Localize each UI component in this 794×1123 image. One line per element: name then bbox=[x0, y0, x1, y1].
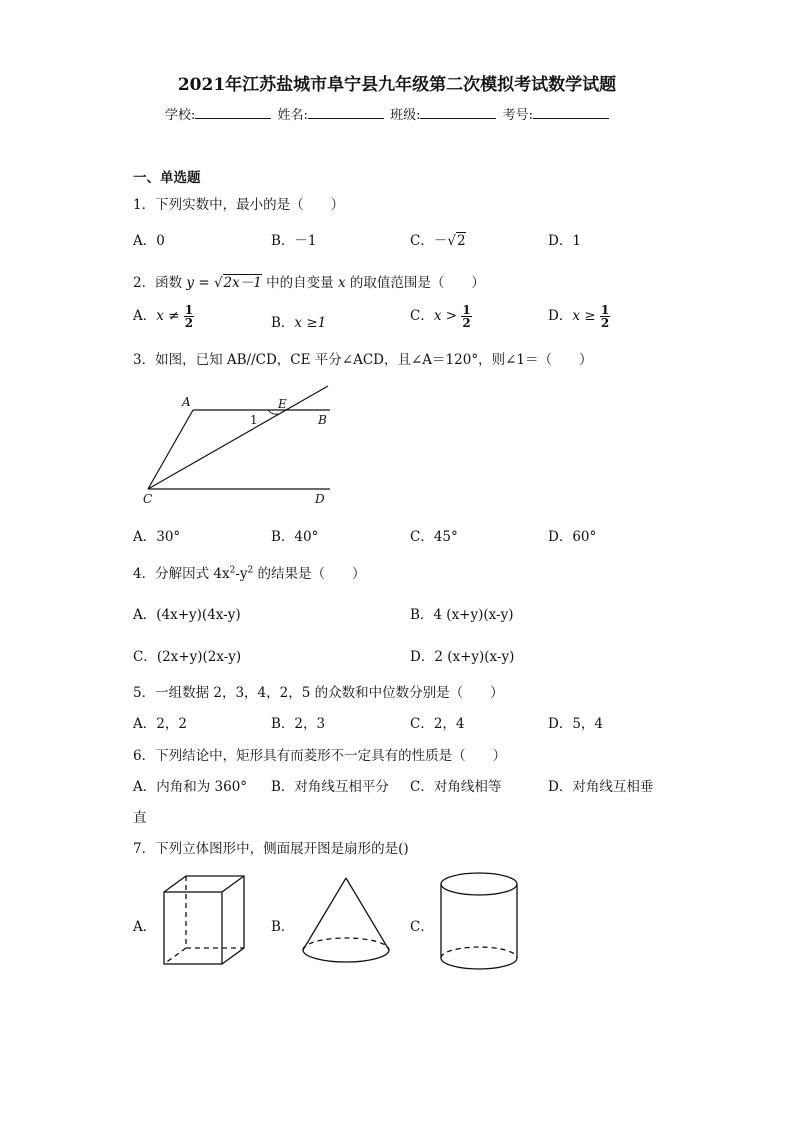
q2-var-x: x bbox=[337, 275, 346, 291]
q6-option-a: A．内角和为 360° bbox=[133, 779, 248, 795]
cone-figure bbox=[298, 874, 394, 970]
q5-option-d: D．5，4 bbox=[548, 716, 604, 732]
q6-option-d: D．对角线互相垂 bbox=[548, 779, 654, 795]
q5-stem: 5．一组数据 2，3，4，2，5 的众数和中位数分别是（ ） bbox=[133, 685, 504, 701]
denominator: 2 bbox=[184, 316, 194, 330]
q1-stem: 1．下列实数中，最小的是（ ） bbox=[133, 197, 345, 213]
q5-option-a: A．2，2 bbox=[133, 716, 187, 732]
q2-a-prefix: A． bbox=[133, 308, 157, 324]
line-ce bbox=[148, 386, 328, 489]
q5-option-c: C．2，4 bbox=[410, 716, 465, 732]
q3-stem: 3．如图，已知 AB//CD，CE 平分∠ACD，且∠A＝120°，则∠1＝（ ） bbox=[133, 352, 593, 368]
q5-option-b: B．2，3 bbox=[271, 716, 326, 732]
info-id-label: 考号: bbox=[502, 108, 533, 123]
q1-option-a: A．0 bbox=[133, 233, 165, 249]
q3-option-b: B．40° bbox=[271, 529, 319, 545]
q1-option-c-prefix: C．－ bbox=[410, 233, 448, 249]
school-blank bbox=[195, 106, 271, 119]
q6-option-d-wrap: 直 bbox=[133, 810, 147, 826]
numerator: 1 bbox=[600, 303, 610, 317]
denominator: 2 bbox=[462, 316, 471, 330]
q3-option-d: D．60° bbox=[548, 529, 597, 545]
info-class-label: 班级: bbox=[390, 108, 421, 123]
cube-hidden-edge bbox=[164, 948, 186, 964]
q1-option-c-radicand: 2 bbox=[456, 233, 466, 249]
cylinder-base-front bbox=[441, 958, 517, 969]
q4-stem bbox=[133, 562, 366, 582]
q4-stem-mid: -y bbox=[235, 566, 248, 582]
q6-option-c: C．对角线相等 bbox=[410, 779, 502, 795]
section-heading: 一、单选题 bbox=[133, 170, 201, 186]
angle-1-arc bbox=[268, 410, 278, 414]
cube-figure bbox=[158, 872, 250, 970]
q2-a-fraction bbox=[184, 304, 194, 329]
label-a: A bbox=[182, 395, 191, 409]
q2-eq: = bbox=[194, 275, 214, 291]
q1-option-d: D．1 bbox=[548, 233, 581, 249]
q2-b-prefix: B． bbox=[271, 315, 295, 331]
denominator: 2 bbox=[600, 316, 610, 330]
q3-option-a: A．30° bbox=[133, 529, 181, 545]
q6-stem: 6．下列结论中，矩形具有而菱形不一定具有的性质是（ ） bbox=[133, 748, 507, 764]
cylinder-top bbox=[441, 873, 517, 895]
q3-option-c: C．45° bbox=[410, 529, 458, 545]
q7-option-a-label: A． bbox=[133, 919, 157, 935]
exam-title: 2021年江苏盐城市阜宁县九年级第二次模拟考试数学试题 bbox=[177, 75, 617, 95]
q2-c-rel: x > bbox=[433, 308, 462, 324]
q2-c-prefix: C． bbox=[410, 308, 434, 324]
q2-stem-mid: 中的自变量 bbox=[261, 275, 338, 291]
id-blank bbox=[533, 106, 609, 119]
q1-option-c: C．－√2 bbox=[410, 233, 466, 249]
q7-stem: 7．下列立体图形中，侧面展开图是扇形的是() bbox=[133, 841, 409, 857]
q7-option-b-label: B． bbox=[271, 919, 295, 935]
q2-stem-prefix: 2．函数 bbox=[133, 275, 187, 291]
q2-d-rel: x ≥ bbox=[572, 308, 600, 324]
numerator: 1 bbox=[462, 303, 471, 317]
q4-sup-1: 2 bbox=[229, 565, 236, 576]
cube-front-face bbox=[164, 892, 222, 964]
q4-sup-2: 2 bbox=[247, 565, 254, 576]
line-ac bbox=[148, 410, 193, 489]
label-angle-1: 1 bbox=[250, 413, 258, 427]
label-d: D bbox=[315, 492, 325, 506]
cone-base-front bbox=[303, 950, 389, 962]
q2-c-fraction bbox=[461, 304, 471, 329]
q2-option-a bbox=[133, 304, 194, 329]
q2-stem-post: 的取值范围是（ ） bbox=[345, 275, 485, 291]
q4-stem-post: 的结果是（ ） bbox=[253, 566, 366, 582]
label-e: E bbox=[278, 397, 287, 411]
cone-base-back bbox=[303, 938, 389, 950]
label-c: C bbox=[143, 492, 153, 506]
q4-option-b: B．4 (x+y)(x-y) bbox=[410, 607, 514, 623]
q2-option-b bbox=[271, 311, 326, 331]
numerator: 1 bbox=[184, 303, 194, 317]
q3-figure bbox=[138, 378, 338, 508]
q2-option-d bbox=[548, 304, 610, 329]
q1-option-b: B．－1 bbox=[271, 233, 317, 249]
q7-option-c-label: C． bbox=[410, 919, 434, 935]
label-b: B bbox=[318, 413, 327, 427]
q2-stem: 2．函数 y = √2x－1 中的自变量 x 的取值范围是（ ） bbox=[133, 275, 485, 291]
cube-back-edges bbox=[164, 876, 244, 964]
cone-side bbox=[303, 878, 346, 950]
q4-option-c: C．(2x+y)(2x-y) bbox=[133, 649, 242, 665]
q2-radicand: 2x－1 bbox=[223, 275, 262, 291]
q4-option-d: D．2 (x+y)(x-y) bbox=[410, 649, 515, 665]
q2-b-rel: x ≥1 bbox=[294, 315, 327, 331]
q4-option-a: A．(4x+y)(4x-y) bbox=[133, 607, 241, 623]
name-blank bbox=[308, 106, 384, 119]
class-blank bbox=[420, 106, 496, 119]
q6-option-b: B．对角线互相平分 bbox=[271, 779, 389, 795]
q2-option-c bbox=[410, 304, 472, 329]
q2-d-fraction bbox=[600, 304, 610, 329]
q2-d-prefix: D． bbox=[548, 308, 573, 324]
q4-stem-prefix: 4．分解因式 4x bbox=[133, 566, 230, 582]
cylinder-figure bbox=[436, 870, 522, 974]
cylinder-base-back bbox=[441, 947, 517, 958]
cube-edge bbox=[222, 876, 244, 892]
info-school-label: 学校: bbox=[165, 108, 196, 123]
student-info-line bbox=[165, 104, 611, 123]
q2-var-y: y bbox=[186, 275, 195, 291]
info-name-label: 姓名: bbox=[277, 108, 308, 123]
q2-a-rel: x ≠ bbox=[156, 308, 184, 324]
